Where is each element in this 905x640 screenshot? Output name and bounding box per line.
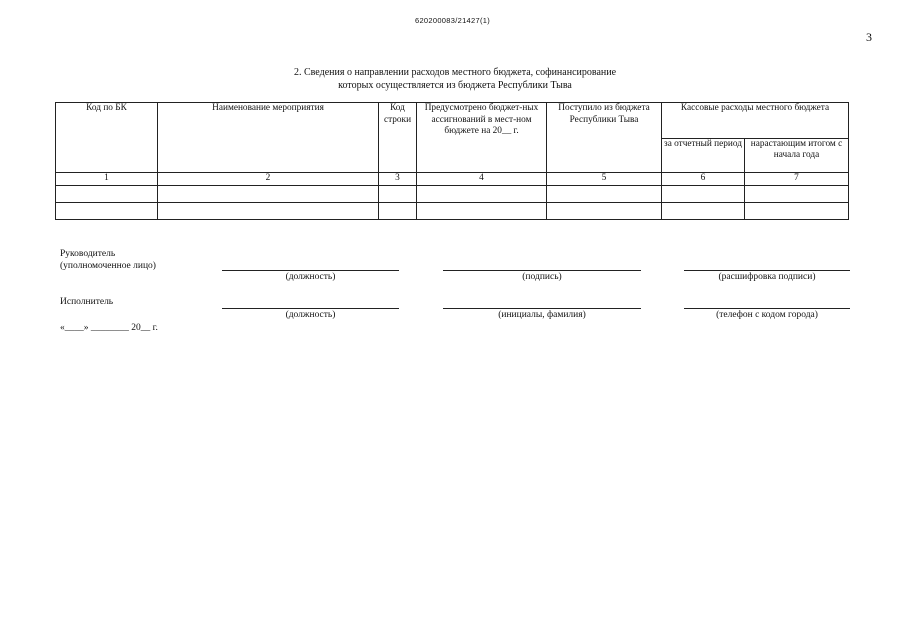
column-number: 4 bbox=[417, 173, 547, 186]
table-row bbox=[56, 185, 849, 202]
header-planned-allocations: Предусмотрено бюджет-ных ассигнований в мест-ном бюджете на 20__ г. bbox=[417, 103, 547, 173]
decoding-caption: (расшифровка подписи) bbox=[718, 272, 816, 282]
initials-caption: (инициалы, фамилия) bbox=[498, 310, 586, 320]
date-line[interactable]: «____» ________ 20__ г. bbox=[60, 323, 158, 333]
header-bk-code: Код по БК bbox=[56, 103, 158, 173]
header-row-code: Код строки bbox=[379, 103, 417, 173]
executor-label: Исполнитель bbox=[60, 297, 114, 307]
section-title-line-2: которых осуществляется из бюджета Республики Тыва bbox=[338, 80, 572, 91]
header-received-funds: Поступило из бюджета Республики Тыва bbox=[547, 103, 662, 173]
table-cell[interactable] bbox=[547, 202, 662, 219]
header-for-period: за отчетный период bbox=[662, 138, 745, 173]
table-cell[interactable] bbox=[379, 202, 417, 219]
head-label: Руководитель bbox=[60, 249, 116, 259]
executor-name-line[interactable] bbox=[443, 308, 641, 309]
table-cell[interactable] bbox=[158, 185, 379, 202]
table-cell[interactable] bbox=[417, 185, 547, 202]
header-event-name: Наименование мероприятия bbox=[158, 103, 379, 173]
head-signature-line[interactable] bbox=[443, 270, 641, 271]
page-number: 3 bbox=[866, 30, 872, 44]
expenses-table bbox=[55, 102, 849, 220]
column-number: 6 bbox=[662, 173, 745, 186]
executor-phone-line[interactable] bbox=[684, 308, 850, 309]
column-number-row bbox=[56, 173, 849, 186]
table-cell[interactable] bbox=[662, 202, 745, 219]
phone-caption: (телефон с кодом города) bbox=[716, 310, 818, 320]
signature-caption: (подпись) bbox=[522, 272, 562, 282]
table-cell[interactable] bbox=[662, 185, 745, 202]
column-number: 1 bbox=[56, 173, 158, 186]
table-cell[interactable] bbox=[547, 185, 662, 202]
table-cell[interactable] bbox=[158, 202, 379, 219]
table-cell[interactable] bbox=[745, 202, 849, 219]
table-header-row bbox=[56, 103, 849, 139]
column-number: 5 bbox=[547, 173, 662, 186]
document-code: 620200083/21427(1) bbox=[414, 16, 491, 25]
table-cell[interactable] bbox=[379, 185, 417, 202]
section-title-line-1: 2. Сведения о направлении расходов местного бюджета, софинансирование bbox=[293, 67, 617, 78]
table-cell[interactable] bbox=[56, 202, 158, 219]
column-number: 7 bbox=[745, 173, 849, 186]
header-cash-expenses: Кассовые расходы местного бюджета bbox=[662, 103, 849, 139]
column-number: 3 bbox=[379, 173, 417, 186]
table-cell[interactable] bbox=[56, 185, 158, 202]
head-decoding-line[interactable] bbox=[684, 270, 850, 271]
executor-position-caption: (должность) bbox=[285, 310, 336, 320]
column-number: 2 bbox=[158, 173, 379, 186]
table-cell[interactable] bbox=[417, 202, 547, 219]
table-cell[interactable] bbox=[745, 185, 849, 202]
header-cumulative: нарастающим итогом с начала года bbox=[745, 138, 849, 173]
executor-position-line[interactable] bbox=[222, 308, 399, 309]
head-position-line[interactable] bbox=[222, 270, 399, 271]
table-row bbox=[56, 202, 849, 219]
head-authorized-label: (уполномоченное лицо) bbox=[60, 261, 156, 271]
position-caption: (должность) bbox=[285, 272, 336, 282]
section-title bbox=[150, 66, 760, 92]
